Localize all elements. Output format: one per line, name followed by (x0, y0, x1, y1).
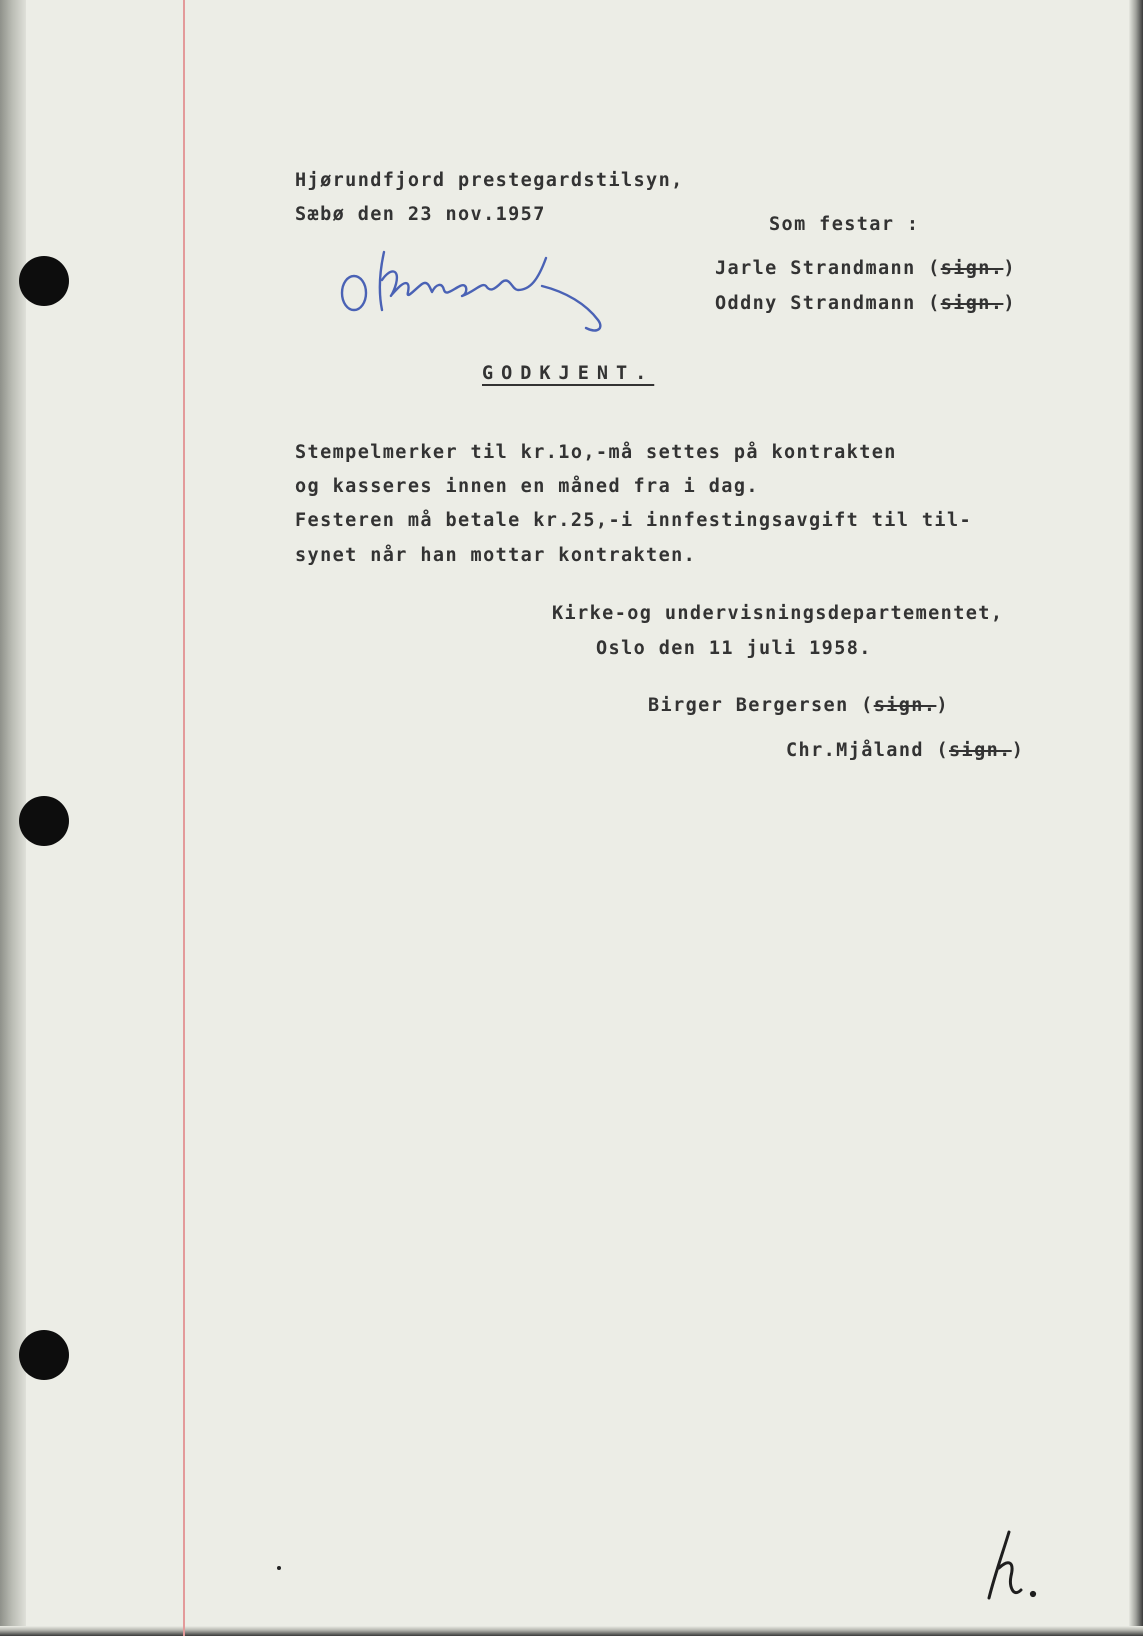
place-date-line: Oslo den 11 juli 1958. (596, 638, 872, 659)
signer-1-sign: sign. (873, 695, 937, 716)
handwritten-signature-left (336, 240, 626, 340)
signer-2-name: Chr.Mjåland (786, 740, 924, 761)
initials-mark (975, 1528, 1045, 1610)
page-edge-bottom (0, 1626, 1143, 1636)
festar-line-1: Jarle Strandmann (sign.) (715, 258, 1016, 279)
approval-heading: GODKJENT. (482, 363, 655, 384)
punch-hole-bottom (19, 1330, 69, 1380)
body-line-3: Festeren må betale kr.25,-i innfestingsavgift til til- (295, 510, 973, 531)
origin-line-1: Hjørundfjord prestegardstilsyn, (295, 170, 684, 191)
body-line-2: og kasseres innen en måned fra i dag. (295, 476, 759, 497)
festar-line-2: Oddny Strandmann (sign.) (715, 293, 1016, 314)
page-edge-right (1129, 0, 1143, 1636)
ink-dot (277, 1566, 281, 1570)
signer-2-sign: sign. (949, 740, 1012, 761)
festar-1-name: Jarle Strandmann (715, 258, 916, 279)
festar-1-sign: sign. (940, 258, 1004, 279)
festar-heading: Som festar : (769, 214, 920, 235)
festar-2-name: Oddny Strandmann (715, 293, 916, 314)
body-line-4: synet når han mottar kontrakten. (295, 545, 697, 566)
body-line-1: Stempelmerker til kr.1o,-må settes på kontrakten (295, 442, 897, 463)
signer-1-name: Birger Bergersen (648, 695, 849, 716)
department-line: Kirke-og undervisningsdepartementet, (552, 603, 1004, 624)
red-margin-line (183, 0, 185, 1636)
signer-line-1: Birger Bergersen (sign.) (648, 695, 949, 716)
signer-line-2: Chr.Mjåland (sign.) (786, 740, 1025, 761)
punch-hole-middle (19, 796, 69, 846)
punch-hole-top (19, 256, 69, 306)
origin-line-2: Sæbø den 23 nov.1957 (295, 204, 546, 225)
festar-2-sign: sign. (940, 293, 1004, 314)
